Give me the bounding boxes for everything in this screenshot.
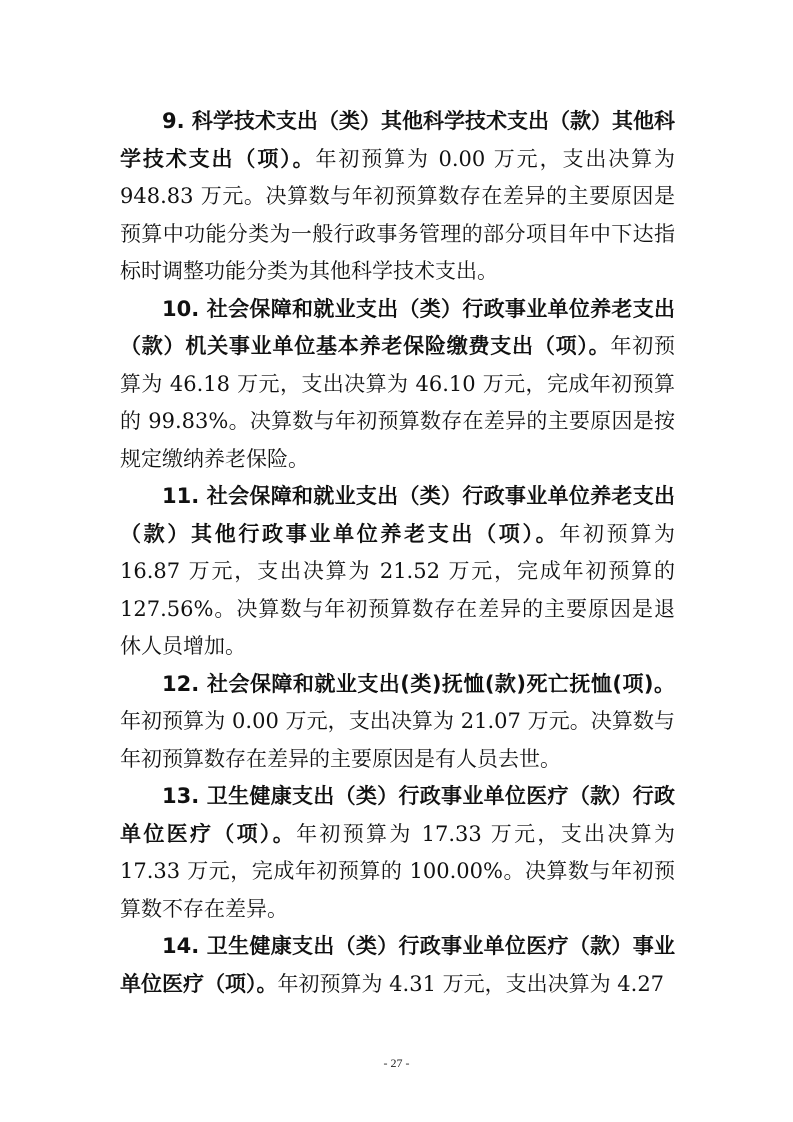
paragraph-heading: 13. 卫生健康支出（类）行政事业单位医疗（款）行政单位医疗（项）。 (120, 784, 675, 846)
paragraph-item-13 (120, 778, 675, 928)
paragraph-body: 年初预算为 17.33 万元，支出决算为 17.33 万元，完成年初预算的 100.00%。决算数与年初预算数不存在差异。 (120, 821, 676, 921)
paragraph-heading: 12. 社会保障和就业支出(类)抚恤(款)死亡抚恤(项)。 (162, 671, 675, 696)
document-body (120, 103, 675, 1003)
paragraph-body: 年初预算为 4.31 万元，支出决算为 4.27 (277, 971, 665, 996)
paragraph-item-12 (120, 666, 675, 779)
paragraph-heading: 9. 科学技术支出（类）其他科学技术支出（款）其他科学技术支出（项）。 (120, 109, 675, 171)
paragraph-heading: 10. 社会保障和就业支出（类）行政事业单位养老支出（款）机关事业单位基本养老保险缴费支出（项）。 (120, 296, 675, 358)
paragraph-heading: 14. 卫生健康支出（类）行政事业单位医疗（款）事业单位医疗（项）。 (120, 934, 675, 996)
paragraph-item-14 (120, 928, 675, 1003)
paragraph-body: 年初预算为 0.00 万元，支出决算为 948.83 万元。决算数与年初预算数存在差异的主要原因是预算中功能分类为一般行政事务管理的部分项目年中下达指标时调整功能分类为其他科学技术支出。 (120, 146, 676, 283)
paragraph-item-11 (120, 478, 675, 666)
page-number: - 27 - (383, 1056, 410, 1070)
paragraph-body: 年初预算为 0.00 万元，支出决算为 21.07 万元。决算数与年初预算数存在差异的主要原因是有人员去世。 (120, 709, 675, 771)
paragraph-body: 年初预算为 46.18 万元，支出决算为 46.10 万元，完成年初预算的 99.83%。决算数与年初预算数存在差异的主要原因是按规定缴纳养老保险。 (120, 334, 676, 471)
paragraph-item-10 (120, 291, 675, 479)
paragraph-heading: 11. 社会保障和就业支出（类）行政事业单位养老支出（款）其他行政事业单位养老支出（项）。 (120, 484, 675, 546)
paragraph-item-9 (120, 103, 675, 291)
paragraph-body: 年初预算为 16.87 万元，支出决算为 21.52 万元，完成年初预算的 127.56%。决算数与年初预算数存在差异的主要原因是退休人员增加。 (120, 521, 676, 658)
